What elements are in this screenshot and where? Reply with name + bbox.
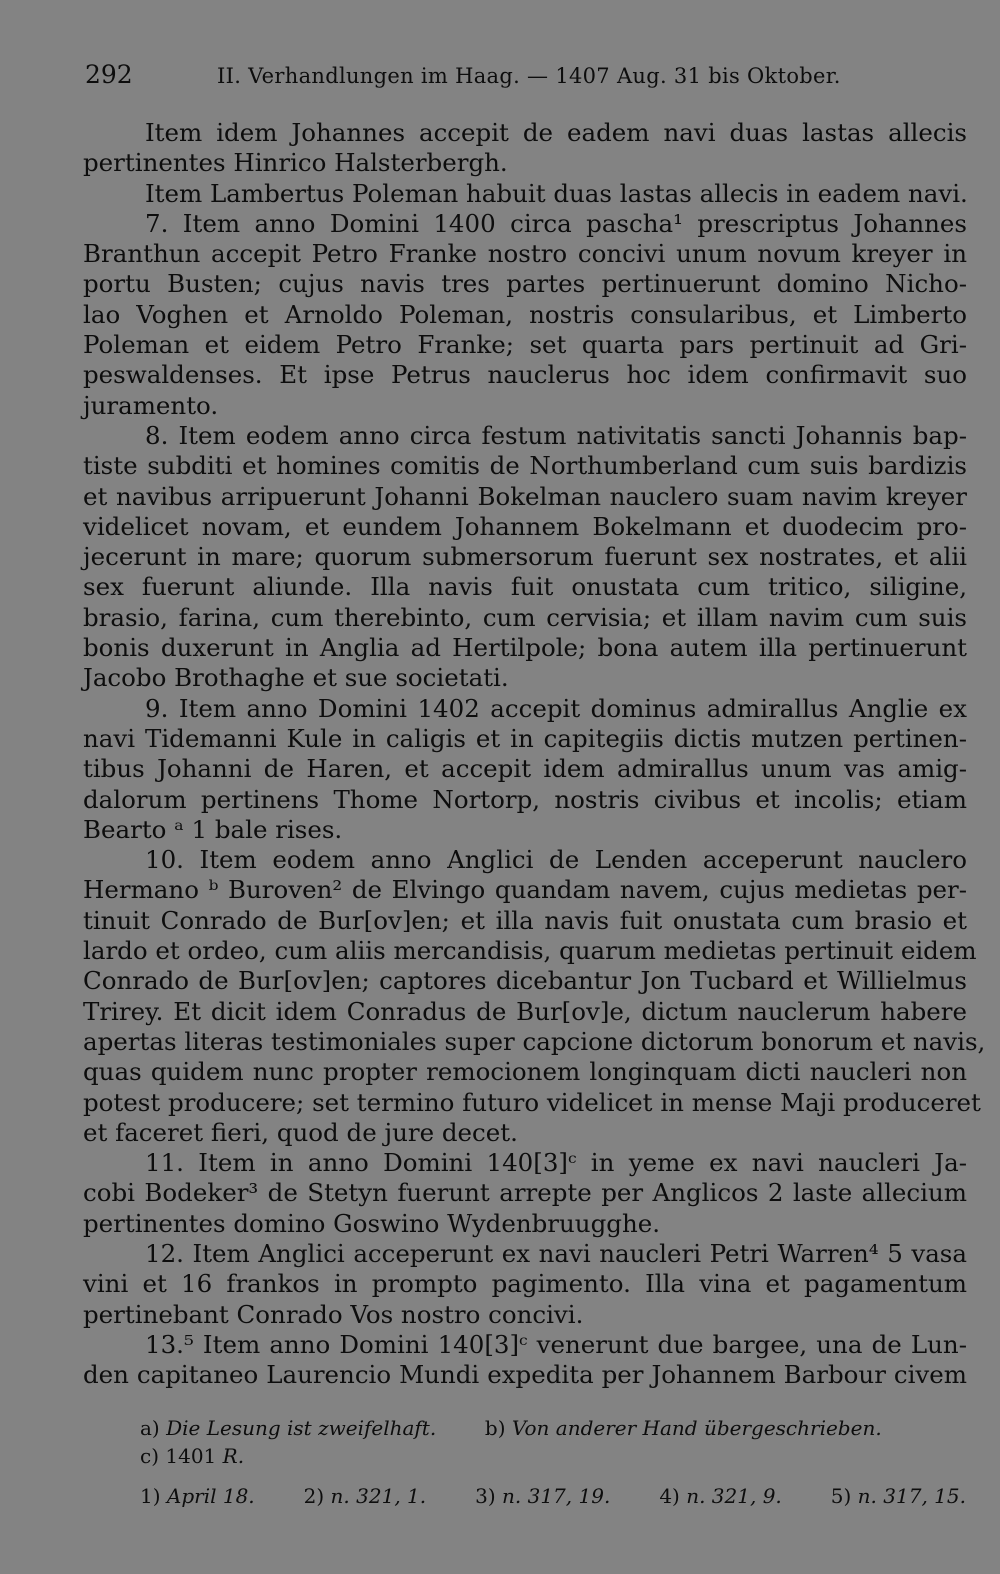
footnote-number: 2) — [303, 1484, 325, 1508]
text-line: lao Voghen et Arnoldo Poleman, nostris consularibus, et Limberto — [83, 299, 967, 329]
note-b-text: Von anderer Hand übergeschrieben. — [511, 1416, 882, 1440]
text-line: Hermano ᵇ Buroven² de Elvingo quandam navem, cujus medietas per- — [83, 875, 967, 905]
text-line: quas quidem nunc propter remocionem longinquam dicti naucleri non — [83, 1057, 967, 1087]
footnote-number: 3) — [475, 1484, 496, 1508]
page-header — [85, 60, 965, 94]
text-line: cobi Bodeker³ de Stetyn fuerunt arrepte per Anglicos 2 laste allecium — [83, 1178, 967, 1208]
note-b-label: b) — [484, 1416, 506, 1440]
page-number: 292 — [85, 60, 133, 89]
text-line: et faceret fieri, quod de jure decet. — [83, 1117, 518, 1147]
text-line: Conrado de Bur[ov]en; captores dicebantur Jon Tucbard et Willielmus — [83, 966, 967, 996]
critical-notes — [140, 1414, 966, 1470]
running-head: II. Verhandlungen im Haag. — 1407 Aug. 31 bis Oktober. — [217, 64, 841, 88]
note-a-label: a) — [140, 1416, 160, 1440]
text-line: tibus Johanni de Haren, et accepit idem admirallus unum vas amig- — [83, 754, 967, 784]
footnote-text: n. 321, 9. — [686, 1484, 782, 1508]
footnote-text: n. 317, 19. — [502, 1484, 611, 1508]
text-line: den capitaneo Laurencio Mundi expedita per Johannem Barbour civem — [83, 1360, 967, 1390]
footnote-references — [140, 1484, 966, 1508]
text-line: pertinentes Hinrico Halsterbergh. — [83, 148, 508, 178]
text-line: dalorum pertinens Thome Nortorp, nostris civibus et incolis; etiam — [83, 784, 967, 814]
footnote-text: April 18. — [166, 1484, 255, 1508]
text-line: 11. Item in anno Domini 140[3]ᶜ in yeme ex navi naucleri Ja- — [145, 1148, 967, 1178]
text-line: juramento. — [83, 390, 219, 420]
text-line: Branthun accepit Petro Franke nostro concivi unum novum kreyer in — [83, 239, 967, 269]
text-line: sex fuerunt aliunde. Illa navis fuit onustata cum tritico, siligine, — [83, 572, 967, 602]
text-line: portu Busten; cujus navis tres partes pertinuerunt domino Nicho- — [83, 269, 967, 299]
note-line — [140, 1442, 966, 1470]
text-line: peswaldenses. Et ipse Petrus nauclerus hoc idem confirmavit suo — [83, 360, 967, 390]
text-line: Jacobo Brothaghe et sue societati. — [83, 663, 509, 693]
text-line: pertinentes domino Goswino Wydenbruugghe. — [83, 1208, 661, 1238]
note-c-siglum: R. — [222, 1444, 245, 1468]
text-line: 9. Item anno Domini 1402 accepit dominus admirallus Anglie ex — [145, 693, 967, 723]
text-line: potest producere; set termino futuro videlicet in mense Maji produceret — [83, 1087, 981, 1117]
text-line: Item idem Johannes accepit de eadem navi duas lastas allecis — [145, 118, 967, 147]
text-line: tinuit Conrado de Bur[ov]en; et illa navis fuit onustata cum brasio et — [83, 905, 967, 935]
footnote-text: n. 321, 1. — [330, 1484, 427, 1508]
note-c-label: c) — [140, 1444, 160, 1468]
text-line: Poleman et eidem Petro Franke; set quarta pars pertinuit ad Gri- — [83, 330, 967, 360]
footnote-ref — [304, 1484, 426, 1508]
text-line: brasio, farina, cum therebinto, cum cervisia; et illam navim cum suis — [83, 602, 967, 632]
footnote-ref — [140, 1484, 255, 1508]
text-line: tiste subditi et homines comitis de Northumberland cum suis bardizis — [83, 451, 967, 481]
text-line: Item Lambertus Poleman habuit duas lastas allecis in eadem navi. — [145, 178, 968, 208]
note-c-number: 1401 — [165, 1444, 217, 1468]
text-line: 13.⁵ Item anno Domini 140[3]ᶜ venerunt due bargee, una de Lun- — [145, 1329, 967, 1359]
text-line: 12. Item Anglici acceperunt ex navi naucleri Petri Warren⁴ 5 vasa — [145, 1238, 967, 1268]
footnote-ref — [659, 1484, 781, 1508]
footnote-number: 4) — [659, 1484, 680, 1508]
text-line: et navibus arripuerunt Johanni Bokelman nauclero suam navim kreyer — [83, 481, 967, 511]
footnote-number: 1) — [140, 1484, 161, 1508]
text-line: 10. Item eodem anno Anglici de Lenden acceperunt nauclero — [145, 845, 967, 875]
footnote-text: n. 317, 15. — [857, 1484, 966, 1508]
text-line: bonis duxerunt in Anglia ad Hertilpole; bona autem illa pertinuerunt — [83, 633, 967, 663]
footnote-ref — [475, 1484, 610, 1508]
text-line: navi Tidemanni Kule in caligis et in capitegiis dictis mutzen pertinen- — [83, 723, 967, 753]
footnote-number: 5) — [830, 1484, 852, 1508]
text-line: 7. Item anno Domini 1400 circa pascha¹ prescriptus Johannes — [145, 208, 967, 238]
text-line: Trirey. Et dicit idem Conradus de Bur[ov]e, dictum nauclerum habere — [83, 996, 967, 1026]
text-line: 8. Item eodem anno circa festum nativitatis sancti Johannis bap- — [145, 420, 967, 450]
footnote-ref — [831, 1484, 966, 1508]
body-text — [83, 118, 986, 1390]
text-line: videlicet novam, et eundem Johannem Bokelmann et duodecim pro- — [83, 511, 967, 541]
text-line: lardo et ordeo, cum aliis mercandisis, quarum medietas pertinuit eidem — [83, 936, 977, 966]
text-line: vini et 16 frankos in prompto pagimento. Illa vina et pagamentum — [83, 1269, 967, 1299]
text-line: jecerunt in mare; quorum submersorum fuerunt sex nostrates, et alii — [83, 542, 967, 572]
note-line — [140, 1414, 966, 1442]
text-line: pertinebant Conrado Vos nostro concivi. — [83, 1299, 584, 1329]
text-line: apertas literas testimoniales super capcione dictorum bonorum et navis, — [83, 1026, 986, 1056]
text-line: Bearto ᵃ 1 bale rises. — [83, 814, 343, 844]
note-a-text: Die Lesung ist zweifelhaft. — [166, 1416, 437, 1440]
